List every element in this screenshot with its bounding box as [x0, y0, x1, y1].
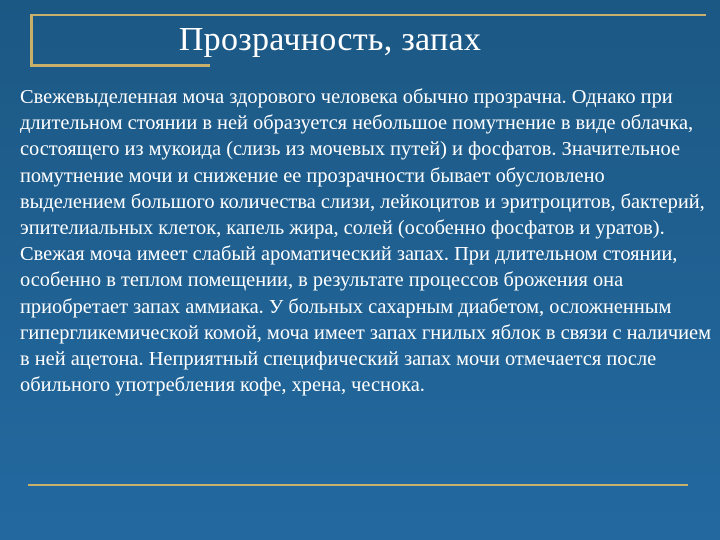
bottom-divider-line: [28, 484, 688, 486]
slide-body: [20, 84, 714, 398]
slide-title: Прозрачность, запах: [178, 21, 482, 58]
paragraph-transparency: Свежевыделенная моча здорового человека обычно прозрачна. Однако при длительном стоянии в ней образуется небольшое помутнение в виде облачка, состоящего из мукоида (слизь из мочевых путей) и фосфатов. Значительное помутнение мочи и снижение ее прозрачности бывает обусловлено выделением большого количества слизи, лейкоцитов и эритроцитов, бактерий, эпителиальных клеток, капель жира, солей (особенно фосфатов и уратов).: [20, 86, 705, 240]
title-frame-top-line: [30, 14, 706, 16]
paragraph-odor: Свежая моча имеет слабый ароматический запах. При длительном стоянии, особенно в теплом помещении, в результате процессов брожения она приобретает запах аммиака. У больных сахарным диабетом, осложненным гипергликемической комой, моча имеет запах гнилых яблок в связи с наличием в ней ацетона. Неприятный специфический запах мочи отмечается после обильного употребления кофе, хрена, чеснока.: [20, 243, 711, 397]
title-frame-bottom-line: [30, 64, 210, 67]
